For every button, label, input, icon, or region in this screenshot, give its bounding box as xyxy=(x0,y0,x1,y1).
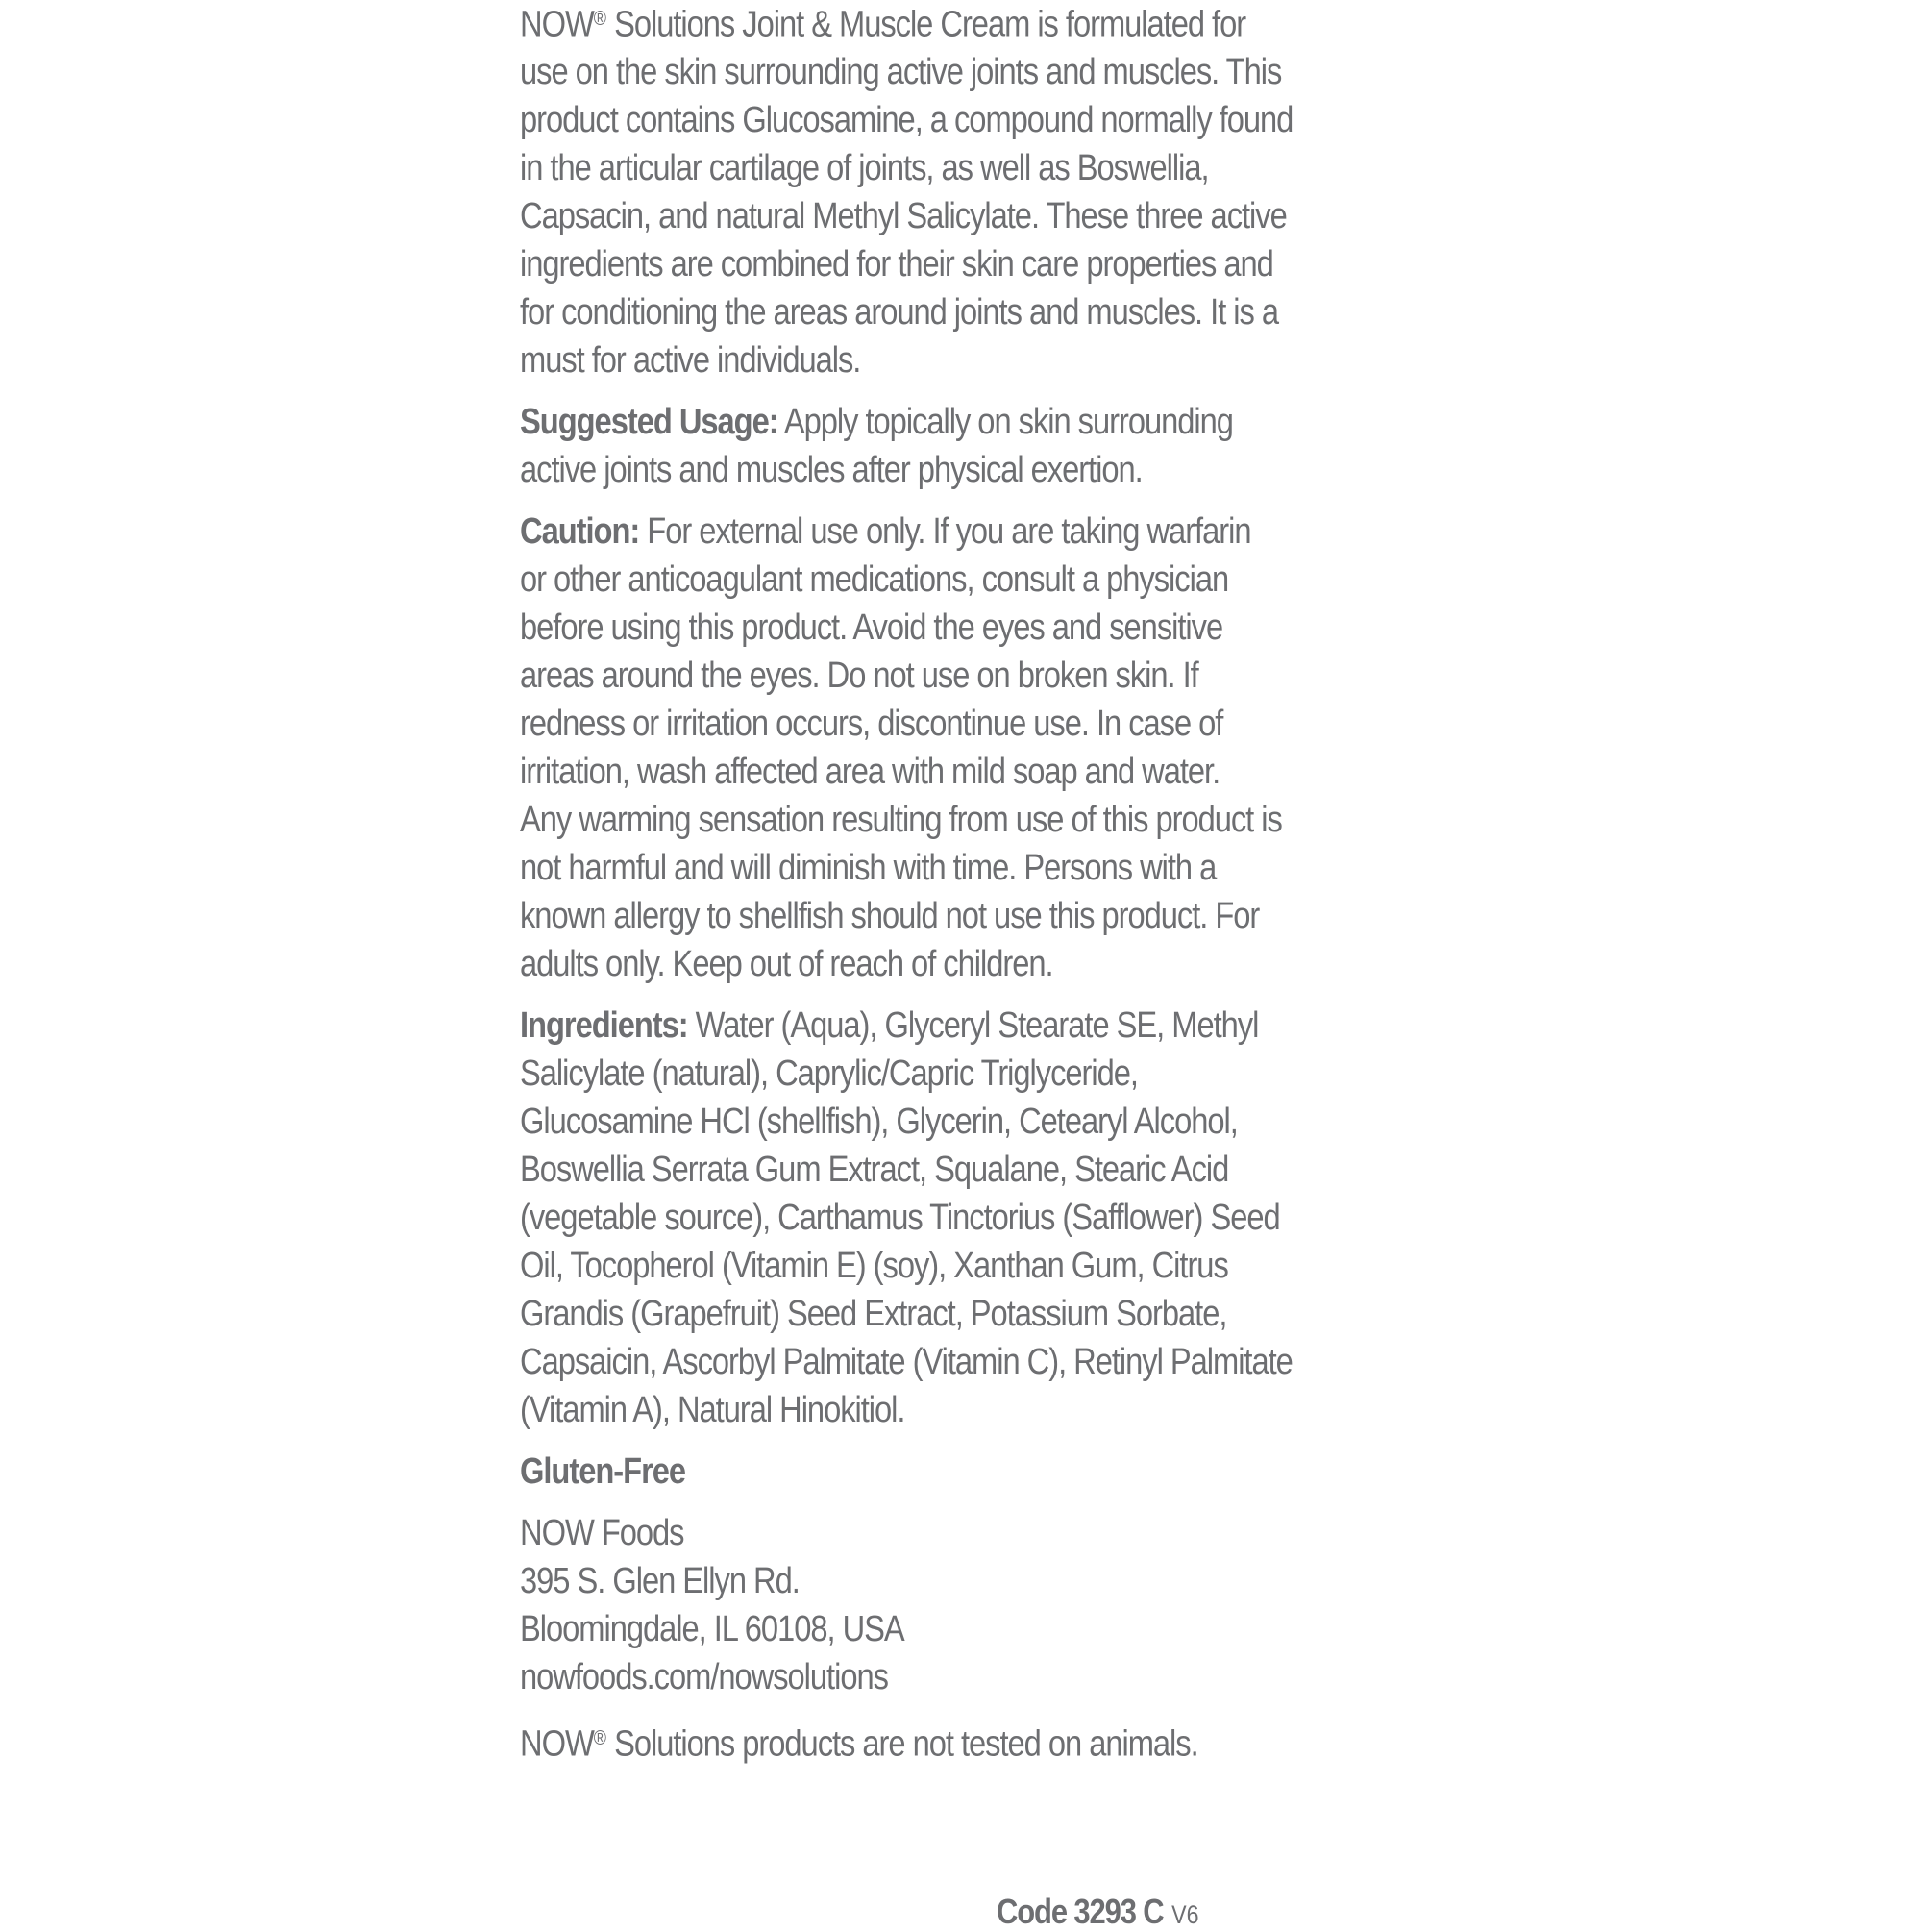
ingredients-label: Ingredients: xyxy=(520,1005,688,1047)
intro-line: must for active individuals. xyxy=(520,340,861,382)
caution-line: redness or irritation occurs, discontinue use. In case of xyxy=(520,704,1223,745)
caution-paragraph xyxy=(520,508,1413,988)
intro-line: NOW® Solutions Joint & Muscle Cream is formulated for xyxy=(520,4,1246,45)
ingredients-line: Glucosamine HCl (shellfish), Glycerin, Cetearyl Alcohol, xyxy=(520,1102,1238,1143)
intro-line: product contains Glucosamine, a compound normally found xyxy=(520,100,1294,141)
label-panel xyxy=(520,0,1414,1782)
intro-paragraph xyxy=(520,0,1413,384)
ingredients-line: Ingredients: Water (Aqua), Glyceryl Stearate SE, Methyl xyxy=(520,1005,1259,1047)
website-link: nowfoods.com/nowsolutions xyxy=(520,1657,888,1698)
caution-line: areas around the eyes. Do not use on broken skin. If xyxy=(520,656,1198,697)
intro-line: in the articular cartilage of joints, as well as Boswellia, xyxy=(520,148,1209,189)
caution-line: not harmful and will diminish with time. Persons with a xyxy=(520,848,1217,889)
suggested-usage-label: Suggested Usage: xyxy=(520,402,778,443)
city-state-zip: Bloomingdale, IL 60108, USA xyxy=(520,1609,904,1650)
gluten-free-heading: Gluten-Free xyxy=(520,1451,686,1493)
ingredients-paragraph xyxy=(520,1002,1413,1434)
caution-line: Any warming sensation resulting from use of this product is xyxy=(520,800,1282,841)
caution-line: before using this product. Avoid the eyes and sensitive xyxy=(520,607,1223,649)
ingredients-line: Boswellia Serrata Gum Extract, Squalane, Stearic Acid xyxy=(520,1150,1229,1191)
usage-line: active joints and muscles after physical exertion. xyxy=(520,450,1143,491)
caution-line: adults only. Keep out of reach of children. xyxy=(520,944,1053,985)
ingredients-line: Capsaicin, Ascorbyl Palmitate (Vitamin C), Retinyl Palmitate xyxy=(520,1342,1293,1383)
product-code-label: Code 3293 C xyxy=(997,1892,1164,1931)
ingredients-line: Salicylate (natural), Caprylic/Capric Triglyceride, xyxy=(520,1053,1138,1095)
ingredients-line: (vegetable source), Carthamus Tinctorius (Safflower) Seed xyxy=(520,1198,1280,1239)
brand-name: NOW xyxy=(520,1723,594,1765)
caution-line: Caution: For external use only. If you are taking warfarin xyxy=(520,511,1251,553)
company-address xyxy=(520,1509,1289,1701)
suggested-usage-paragraph xyxy=(520,398,1413,494)
ingredients-line: Grandis (Grapefruit) Seed Extract, Potassium Sorbate, xyxy=(520,1294,1227,1335)
street-address: 395 S. Glen Ellyn Rd. xyxy=(520,1561,800,1602)
version-label: V6 xyxy=(1171,1900,1199,1929)
ingredients-line: (Vitamin A), Natural Hinokitiol. xyxy=(520,1390,905,1431)
caution-line: known allergy to shellfish should not use this product. For xyxy=(520,896,1260,937)
intro-line: use on the skin surrounding active joints and muscles. This xyxy=(520,52,1282,93)
caution-line: irritation, wash affected area with mild soap and water. xyxy=(520,752,1220,793)
company-name: NOW Foods xyxy=(520,1513,684,1554)
usage-line: Suggested Usage: Apply topically on skin surrounding xyxy=(520,402,1233,443)
caution-label: Caution: xyxy=(520,511,640,553)
registered-mark: ® xyxy=(593,1727,607,1750)
intro-line: for conditioning the areas around joints and muscles. It is a xyxy=(520,292,1279,334)
intro-line: Capsacin, and natural Methyl Salicylate. These three active xyxy=(520,196,1287,237)
registered-mark: ® xyxy=(593,8,607,30)
caution-line: or other anticoagulant medications, consult a physician xyxy=(520,559,1229,601)
intro-line: ingredients are combined for their skin care properties and xyxy=(520,244,1273,285)
animal-testing-statement: NOW® Solutions products are not tested on animals. xyxy=(520,1723,1198,1765)
brand-name: NOW xyxy=(520,4,594,45)
product-code xyxy=(997,1892,1199,1932)
ingredients-line: Oil, Tocopherol (Vitamin E) (soy), Xanthan Gum, Citrus xyxy=(520,1246,1228,1287)
